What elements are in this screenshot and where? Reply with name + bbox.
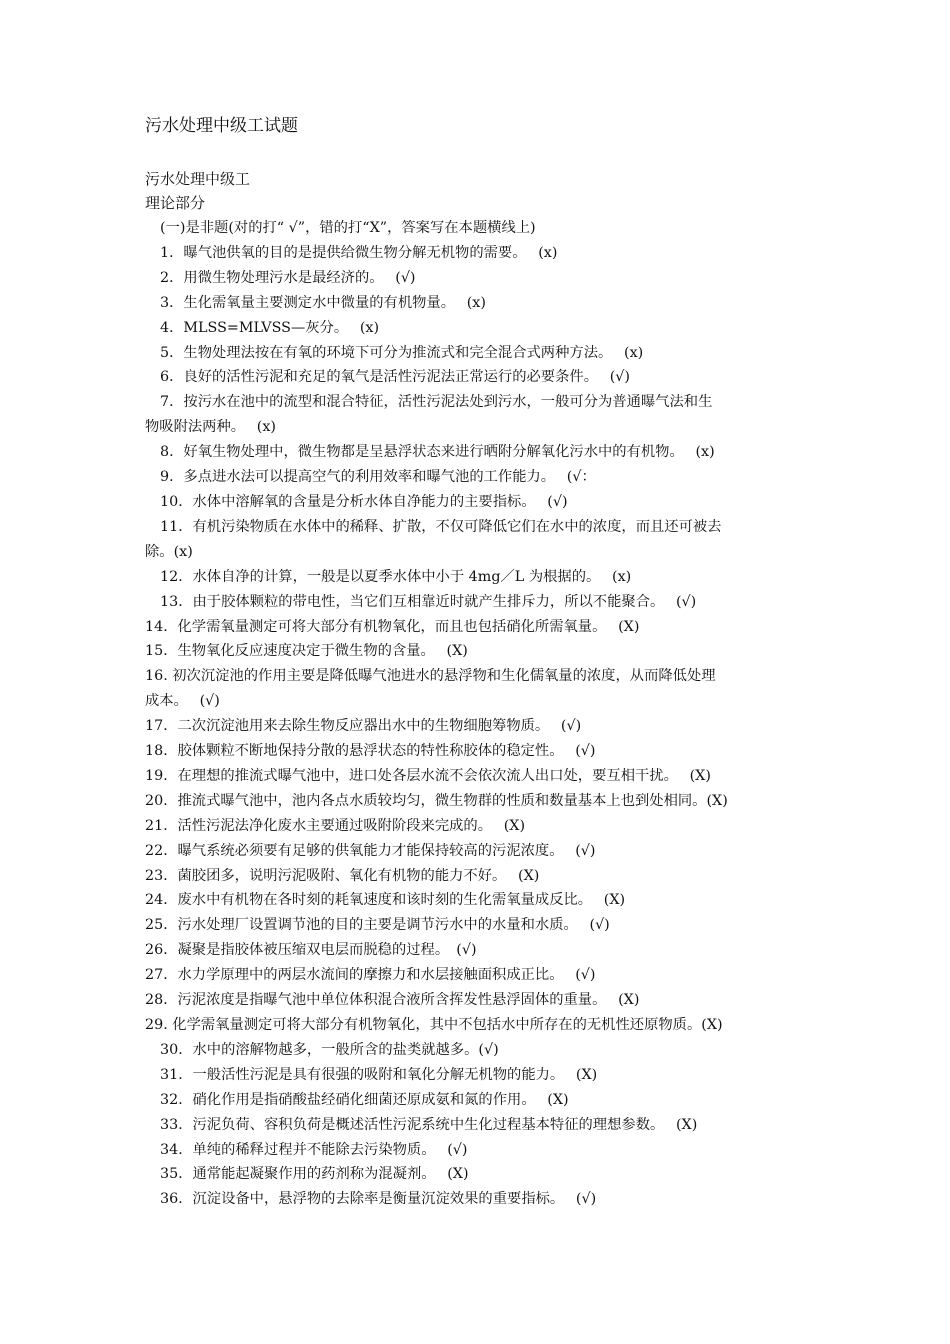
question-line: 33．污泥负荷、容积负荷是概述活性污泥系统中生化过程基本特征的理想参数。 (X) [160, 1116, 698, 1133]
question-line: 27．水力学原理中的两层水流间的摩擦力和水层接触面积成正比。 (√) [145, 967, 596, 984]
question-line: 4．MLSS=MLVSS—灰分。 (x) [160, 319, 380, 336]
question-line: 成本。 (√) [145, 693, 220, 710]
question-line: 物吸附法两种。 (x) [145, 419, 276, 436]
question-line: 18．胶体颗粒不断地保持分散的悬浮状态的特性称胶体的稳定性。 (√) [145, 743, 596, 760]
question-line: 21．活性污泥法净化废水主要通过吸附阶段来完成的。 (X) [145, 817, 526, 834]
question-line: 16. 初次沉淀池的作用主要是降低曝气池进水的悬浮物和生化儒氧量的浓度，从而降低处理 [145, 668, 716, 685]
section-heading: 理论部分 [145, 194, 206, 212]
question-line: 34．单纯的稀释过程并不能除去污染物质。 (√) [160, 1141, 468, 1158]
question-line: 13．由于胶体颗粒的带电性，当它们互相靠近时就产生排斥力，所以不能聚合。 (√) [160, 593, 697, 610]
question-line: 25．污水处理厂设置调节池的目的主要是调节污水中的水量和水质。 (√) [145, 917, 610, 934]
question-line: 20．推流式曝气池中，池内各点水质较均匀，微生物群的性质和数量基本上也到处相同。(X) [145, 792, 728, 809]
question-line: 28．污泥浓度是指曝气池中单位体积混合液所含挥发性悬浮固体的重量。 (X) [145, 992, 640, 1009]
question-line: 35．通常能起凝聚作用的药剂称为混凝剂。 (X) [160, 1166, 469, 1183]
question-line: 23．菌胶团多，说明污泥吸附、氧化有机物的能力不好。 (X) [145, 867, 540, 884]
question-list [145, 216, 810, 1212]
question-line: 8．好氧生物处理中，微生物都是呈悬浮状态来进行晒附分解氧化污水中的有机物。 (x) [160, 444, 715, 461]
question-line: 1．曝气池供氧的目的是提供给微生物分解无机物的需要。 (x) [160, 244, 558, 261]
question-line: 9．多点进水法可以提高空气的利用效率和曝气池的工作能力。 (√： [160, 469, 596, 486]
question-line: 2．用微生物处理污水是最经济的。 (√) [160, 269, 416, 286]
question-line: 5．生物处理法按在有氧的环境下可分为推流式和完全混合式两种方法。 (x) [160, 344, 644, 361]
question-line: 12．水体自净的计算，一般是以夏季水体中小于 4mg／L 为根据的。 (x) [160, 568, 632, 585]
document-subtitle: 污水处理中级工 [145, 170, 251, 188]
question-line: 除。(x) [145, 543, 193, 560]
question-line: 3．生化需氧量主要测定水中微量的有机物量。 (x) [160, 294, 486, 311]
question-line: 26．凝聚是指胶体被压缩双电层而脱稳的过程。 (√) [145, 942, 477, 959]
question-line: 31．一般活性污泥是具有很强的吸附和氧化分解无机物的能力。 (X) [160, 1066, 598, 1083]
document-title: 污水处理中级工试题 [145, 116, 298, 136]
question-line: 19．在理想的推流式曝气池中，进口处各层水流不会依次流人出口处，要互相干扰。 (X) [145, 767, 711, 784]
question-line: 24．废水中有机物在各时刻的耗氧速度和该时刻的生化需氧量成反比。 (X) [145, 892, 626, 909]
question-line: 7．按污水在池中的流型和混合特征，活性污泥法处到污水，一般可分为普通曝气法和生 [160, 394, 713, 411]
question-line: 29. 化学需氧量测定可将大部分有机物氧化，其中不包括水中所存在的无机性还原物质。(X) [145, 1017, 723, 1033]
question-line: (一)是非题(对的打“ √”，错的打“X”，答案写在本题横线上) [160, 220, 536, 236]
question-line: 22．曝气系统必须要有足够的供氧能力才能保持较高的污泥浓度。 (√) [145, 842, 596, 859]
question-line: 11．有机污染物质在水体中的稀释、扩散，不仅可降低它们在水中的浓度，而且还可被去 [160, 518, 722, 535]
question-line: 6．良好的活性污泥和充足的氧气是活性污泥法正常运行的必要条件。 (√) [160, 369, 630, 386]
question-line: 32．硝化作用是指硝酸盐经硝化细菌还原成氨和氮的作用。 (X) [160, 1091, 569, 1108]
question-line: 36．沉淀设备中，悬浮物的去除率是衡量沉淀效果的重要指标。 (√) [160, 1191, 597, 1208]
question-line: 30．水中的溶解物越多，一般所含的盐类就越多。(√) [160, 1041, 499, 1058]
question-line: 17．二次沉淀池用来去除生物反应器出水中的生物细胞筹物质。 (√) [145, 718, 582, 735]
question-line: 15．生物氧化反应速度决定于微生物的含量。 (X) [145, 643, 468, 660]
question-line: 14．化学需氧量测定可将大部分有机物氧化，而且也包括硝化所需氧量。 (X) [145, 618, 640, 635]
question-line: 10．水体中溶解氧的含量是分析水体自净能力的主要指标。 (√) [160, 493, 568, 510]
